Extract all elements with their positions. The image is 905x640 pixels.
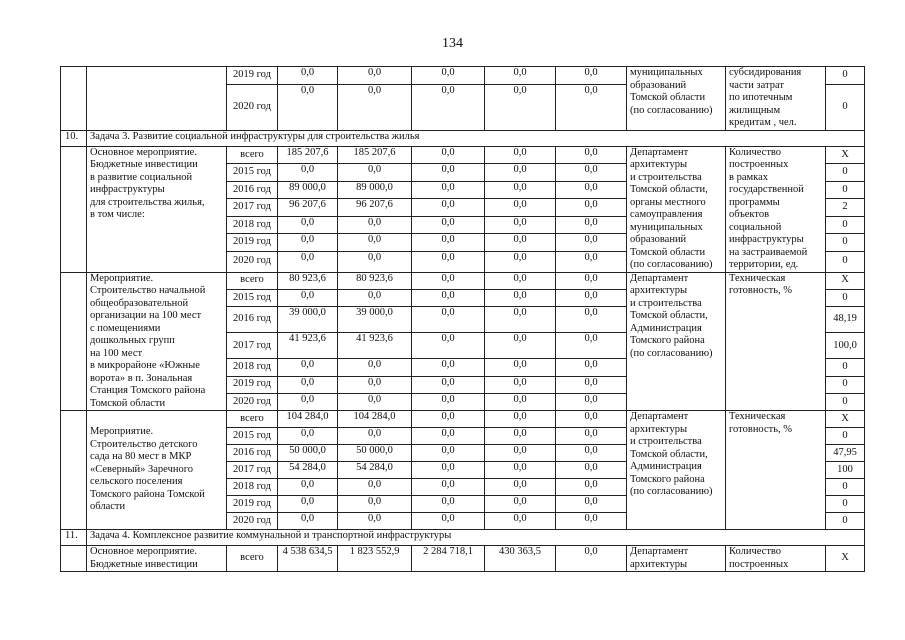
- task-title: Задача 4. Комплексное развитие коммунальной и транспортной инфраструктуры: [87, 530, 865, 546]
- amount-cell: 0,0: [485, 445, 556, 462]
- amount-cell: 0,0: [556, 496, 627, 513]
- amount-cell: 0,0: [556, 393, 627, 410]
- indicator-value-cell: 2: [826, 199, 865, 217]
- amount-cell: 0,0: [278, 428, 338, 445]
- amount-cell: 0,0: [485, 67, 556, 85]
- amount-cell: 80 923,6: [338, 272, 412, 289]
- indicator-name-cell: Количество построенных: [726, 546, 826, 572]
- year-cell: 2016 год: [227, 445, 278, 462]
- amount-cell: 0,0: [412, 289, 485, 306]
- indicator-value-cell: 0: [826, 84, 865, 130]
- amount-cell: 0,0: [556, 84, 627, 130]
- row-index-cell: [61, 272, 87, 411]
- task-number: 11.: [61, 530, 87, 546]
- amount-cell: 0,0: [556, 216, 627, 234]
- amount-cell: 1 823 552,9: [338, 546, 412, 572]
- amount-cell: 96 207,6: [278, 199, 338, 217]
- program-table: [60, 66, 865, 572]
- year-cell: 2015 год: [227, 164, 278, 182]
- amount-cell: 0,0: [412, 376, 485, 393]
- year-cell: всего: [227, 411, 278, 428]
- row-index-cell: [61, 67, 87, 131]
- indicator-value-cell: 0: [826, 164, 865, 182]
- task-number: 10.: [61, 130, 87, 146]
- indicator-value-cell: 0: [826, 289, 865, 306]
- amount-cell: 0,0: [556, 251, 627, 272]
- amount-cell: 0,0: [485, 496, 556, 513]
- amount-cell: 0,0: [556, 546, 627, 572]
- amount-cell: 0,0: [485, 181, 556, 199]
- indicator-value-cell: 0: [826, 428, 865, 445]
- amount-cell: 0,0: [338, 496, 412, 513]
- amount-cell: 0,0: [412, 234, 485, 252]
- row-index-cell: [61, 411, 87, 530]
- amount-cell: 0,0: [278, 376, 338, 393]
- amount-cell: 0,0: [556, 306, 627, 332]
- amount-cell: 430 363,5: [485, 546, 556, 572]
- amount-cell: 0,0: [278, 359, 338, 376]
- amount-cell: 0,0: [338, 479, 412, 496]
- amount-cell: 0,0: [412, 411, 485, 428]
- amount-cell: 0,0: [556, 67, 627, 85]
- table-row: [61, 146, 865, 164]
- table-row: [61, 411, 865, 428]
- amount-cell: 0,0: [278, 513, 338, 530]
- amount-cell: 185 207,6: [278, 146, 338, 164]
- amount-cell: 39 000,0: [278, 306, 338, 332]
- indicator-value-cell: 100,0: [826, 333, 865, 359]
- amount-cell: 0,0: [485, 376, 556, 393]
- year-cell: всего: [227, 546, 278, 572]
- amount-cell: 0,0: [412, 479, 485, 496]
- year-cell: всего: [227, 146, 278, 164]
- table-row: [61, 546, 865, 572]
- amount-cell: 0,0: [556, 272, 627, 289]
- year-cell: 2019 год: [227, 234, 278, 252]
- indicator-value-cell: 100: [826, 462, 865, 479]
- amount-cell: 0,0: [412, 445, 485, 462]
- amount-cell: 0,0: [412, 84, 485, 130]
- amount-cell: 0,0: [556, 462, 627, 479]
- indicator-value-cell: 47,95: [826, 445, 865, 462]
- year-cell: 2018 год: [227, 359, 278, 376]
- amount-cell: 0,0: [338, 67, 412, 85]
- amount-cell: 0,0: [556, 359, 627, 376]
- amount-cell: 0,0: [278, 393, 338, 410]
- amount-cell: 0,0: [485, 428, 556, 445]
- indicator-value-cell: 0: [826, 376, 865, 393]
- amount-cell: 80 923,6: [278, 272, 338, 289]
- year-cell: 2017 год: [227, 199, 278, 217]
- amount-cell: 0,0: [338, 359, 412, 376]
- amount-cell: 0,0: [278, 479, 338, 496]
- amount-cell: 0,0: [556, 146, 627, 164]
- year-cell: 2020 год: [227, 251, 278, 272]
- indicator-value-cell: X: [826, 411, 865, 428]
- amount-cell: 0,0: [338, 393, 412, 410]
- amount-cell: 0,0: [338, 84, 412, 130]
- amount-cell: 0,0: [338, 216, 412, 234]
- amount-cell: 50 000,0: [278, 445, 338, 462]
- amount-cell: 89 000,0: [278, 181, 338, 199]
- activity-name: Мероприятие. Строительство детского сада на 80 мест в МКР «Северный» Заречного сельского поселения Томского района Томской области: [87, 411, 227, 530]
- amount-cell: 0,0: [556, 234, 627, 252]
- amount-cell: 2 284 718,1: [412, 546, 485, 572]
- amount-cell: 96 207,6: [338, 199, 412, 217]
- amount-cell: 0,0: [485, 306, 556, 332]
- indicator-value-cell: 0: [826, 234, 865, 252]
- row-index-cell: [61, 146, 87, 272]
- amount-cell: 0,0: [485, 272, 556, 289]
- amount-cell: 0,0: [412, 333, 485, 359]
- indicator-value-cell: 0: [826, 393, 865, 410]
- year-cell: 2016 год: [227, 306, 278, 332]
- task-row: [61, 530, 865, 546]
- year-cell: 2015 год: [227, 428, 278, 445]
- amount-cell: 0,0: [412, 199, 485, 217]
- amount-cell: 0,0: [338, 428, 412, 445]
- amount-cell: 0,0: [485, 359, 556, 376]
- year-cell: 2018 год: [227, 216, 278, 234]
- amount-cell: 0,0: [338, 289, 412, 306]
- indicator-value-cell: X: [826, 272, 865, 289]
- indicator-value-cell: X: [826, 546, 865, 572]
- amount-cell: 0,0: [485, 199, 556, 217]
- amount-cell: 0,0: [338, 376, 412, 393]
- amount-cell: 50 000,0: [338, 445, 412, 462]
- amount-cell: 104 284,0: [278, 411, 338, 428]
- executor-cell: муниципальных образований Томской области (по согласованию): [627, 67, 726, 131]
- year-cell: 2017 год: [227, 333, 278, 359]
- year-cell: 2019 год: [227, 67, 278, 85]
- amount-cell: 0,0: [556, 479, 627, 496]
- indicator-value-cell: 0: [826, 67, 865, 85]
- amount-cell: 0,0: [338, 234, 412, 252]
- amount-cell: 0,0: [485, 393, 556, 410]
- page-number: 134: [442, 36, 463, 51]
- amount-cell: 0,0: [412, 146, 485, 164]
- amount-cell: 0,0: [556, 428, 627, 445]
- amount-cell: 0,0: [278, 289, 338, 306]
- amount-cell: 0,0: [412, 251, 485, 272]
- amount-cell: 0,0: [556, 164, 627, 182]
- activity-name: [87, 67, 227, 131]
- year-cell: 2015 год: [227, 289, 278, 306]
- activity-name: Основное мероприятие. Бюджетные инвестиции: [87, 546, 227, 572]
- amount-cell: 0,0: [338, 513, 412, 530]
- amount-cell: 0,0: [338, 164, 412, 182]
- amount-cell: 0,0: [556, 199, 627, 217]
- amount-cell: 0,0: [412, 272, 485, 289]
- amount-cell: 0,0: [278, 67, 338, 85]
- amount-cell: 0,0: [485, 479, 556, 496]
- indicator-name-cell: Техническая готовность, %: [726, 411, 826, 530]
- table-row: [61, 272, 865, 289]
- amount-cell: 0,0: [278, 251, 338, 272]
- indicator-value-cell: 0: [826, 513, 865, 530]
- amount-cell: 0,0: [556, 333, 627, 359]
- indicator-value-cell: 48,19: [826, 306, 865, 332]
- amount-cell: 185 207,6: [338, 146, 412, 164]
- year-cell: 2019 год: [227, 376, 278, 393]
- amount-cell: 0,0: [485, 164, 556, 182]
- amount-cell: 0,0: [485, 289, 556, 306]
- amount-cell: 4 538 634,5: [278, 546, 338, 572]
- indicator-value-cell: 0: [826, 181, 865, 199]
- amount-cell: 0,0: [412, 306, 485, 332]
- task-title: Задача 3. Развитие социальной инфраструктуры для строительства жилья: [87, 130, 865, 146]
- activity-name: Основное мероприятие. Бюджетные инвестиции в развитие социальной инфраструктуры для строительства жилья, в том числе:: [87, 146, 227, 272]
- amount-cell: 0,0: [278, 84, 338, 130]
- year-cell: 2018 год: [227, 479, 278, 496]
- amount-cell: 54 284,0: [278, 462, 338, 479]
- indicator-value-cell: 0: [826, 496, 865, 513]
- amount-cell: 0,0: [412, 496, 485, 513]
- amount-cell: 0,0: [485, 411, 556, 428]
- amount-cell: 39 000,0: [338, 306, 412, 332]
- indicator-value-cell: 0: [826, 251, 865, 272]
- row-index-cell: [61, 546, 87, 572]
- year-cell: 2019 год: [227, 496, 278, 513]
- amount-cell: 0,0: [412, 164, 485, 182]
- amount-cell: 0,0: [556, 513, 627, 530]
- amount-cell: 0,0: [485, 333, 556, 359]
- amount-cell: 0,0: [278, 234, 338, 252]
- amount-cell: 0,0: [412, 513, 485, 530]
- amount-cell: 0,0: [412, 67, 485, 85]
- amount-cell: 0,0: [556, 289, 627, 306]
- amount-cell: 0,0: [485, 462, 556, 479]
- indicator-name-cell: субсидирования части затрат по ипотечным жилищным кредитам , чел.: [726, 67, 826, 131]
- amount-cell: 0,0: [485, 513, 556, 530]
- amount-cell: 0,0: [278, 216, 338, 234]
- indicator-name-cell: Техническая готовность, %: [726, 272, 826, 411]
- amount-cell: 0,0: [556, 445, 627, 462]
- amount-cell: 0,0: [485, 146, 556, 164]
- amount-cell: 89 000,0: [338, 181, 412, 199]
- amount-cell: 104 284,0: [338, 411, 412, 428]
- task-row: [61, 130, 865, 146]
- amount-cell: 0,0: [412, 393, 485, 410]
- executor-cell: Департамент архитектуры и строительства Томской области, органы местного самоуправления муниципальных образований Томской области (по согласованию): [627, 146, 726, 272]
- year-cell: 2020 год: [227, 513, 278, 530]
- amount-cell: 0,0: [412, 181, 485, 199]
- amount-cell: 0,0: [485, 84, 556, 130]
- amount-cell: 41 923,6: [338, 333, 412, 359]
- amount-cell: 0,0: [556, 181, 627, 199]
- year-cell: 2020 год: [227, 393, 278, 410]
- year-cell: 2020 год: [227, 84, 278, 130]
- amount-cell: 0,0: [485, 216, 556, 234]
- amount-cell: 0,0: [412, 462, 485, 479]
- amount-cell: 0,0: [556, 411, 627, 428]
- amount-cell: 54 284,0: [338, 462, 412, 479]
- table-row: [61, 67, 865, 85]
- indicator-value-cell: 0: [826, 479, 865, 496]
- executor-cell: Департамент архитектуры: [627, 546, 726, 572]
- year-cell: 2016 год: [227, 181, 278, 199]
- amount-cell: 0,0: [556, 376, 627, 393]
- amount-cell: 0,0: [412, 216, 485, 234]
- executor-cell: Департамент архитектуры и строительства Томской области, Администрация Томского района (по согласованию): [627, 411, 726, 530]
- amount-cell: 0,0: [338, 251, 412, 272]
- amount-cell: 0,0: [278, 164, 338, 182]
- year-cell: всего: [227, 272, 278, 289]
- year-cell: 2017 год: [227, 462, 278, 479]
- activity-name: Мероприятие. Строительство начальной общеобразовательной организации на 100 мест с помещениями дошкольных групп на 100 мест в микрорайоне «Южные ворота» в п. Зональная Станция Томского района Томской области: [87, 272, 227, 411]
- amount-cell: 0,0: [485, 251, 556, 272]
- amount-cell: 0,0: [278, 496, 338, 513]
- indicator-value-cell: 0: [826, 359, 865, 376]
- indicator-value-cell: 0: [826, 216, 865, 234]
- executor-cell: Департамент архитектуры и строительства Томской области, Администрация Томского района (по согласованию): [627, 272, 726, 411]
- amount-cell: 0,0: [485, 234, 556, 252]
- amount-cell: 41 923,6: [278, 333, 338, 359]
- indicator-name-cell: Количество построенных в рамках государственной программы объектов социальной инфраструктуры на застраиваемой территории, ед.: [726, 146, 826, 272]
- amount-cell: 0,0: [412, 428, 485, 445]
- indicator-value-cell: X: [826, 146, 865, 164]
- amount-cell: 0,0: [412, 359, 485, 376]
